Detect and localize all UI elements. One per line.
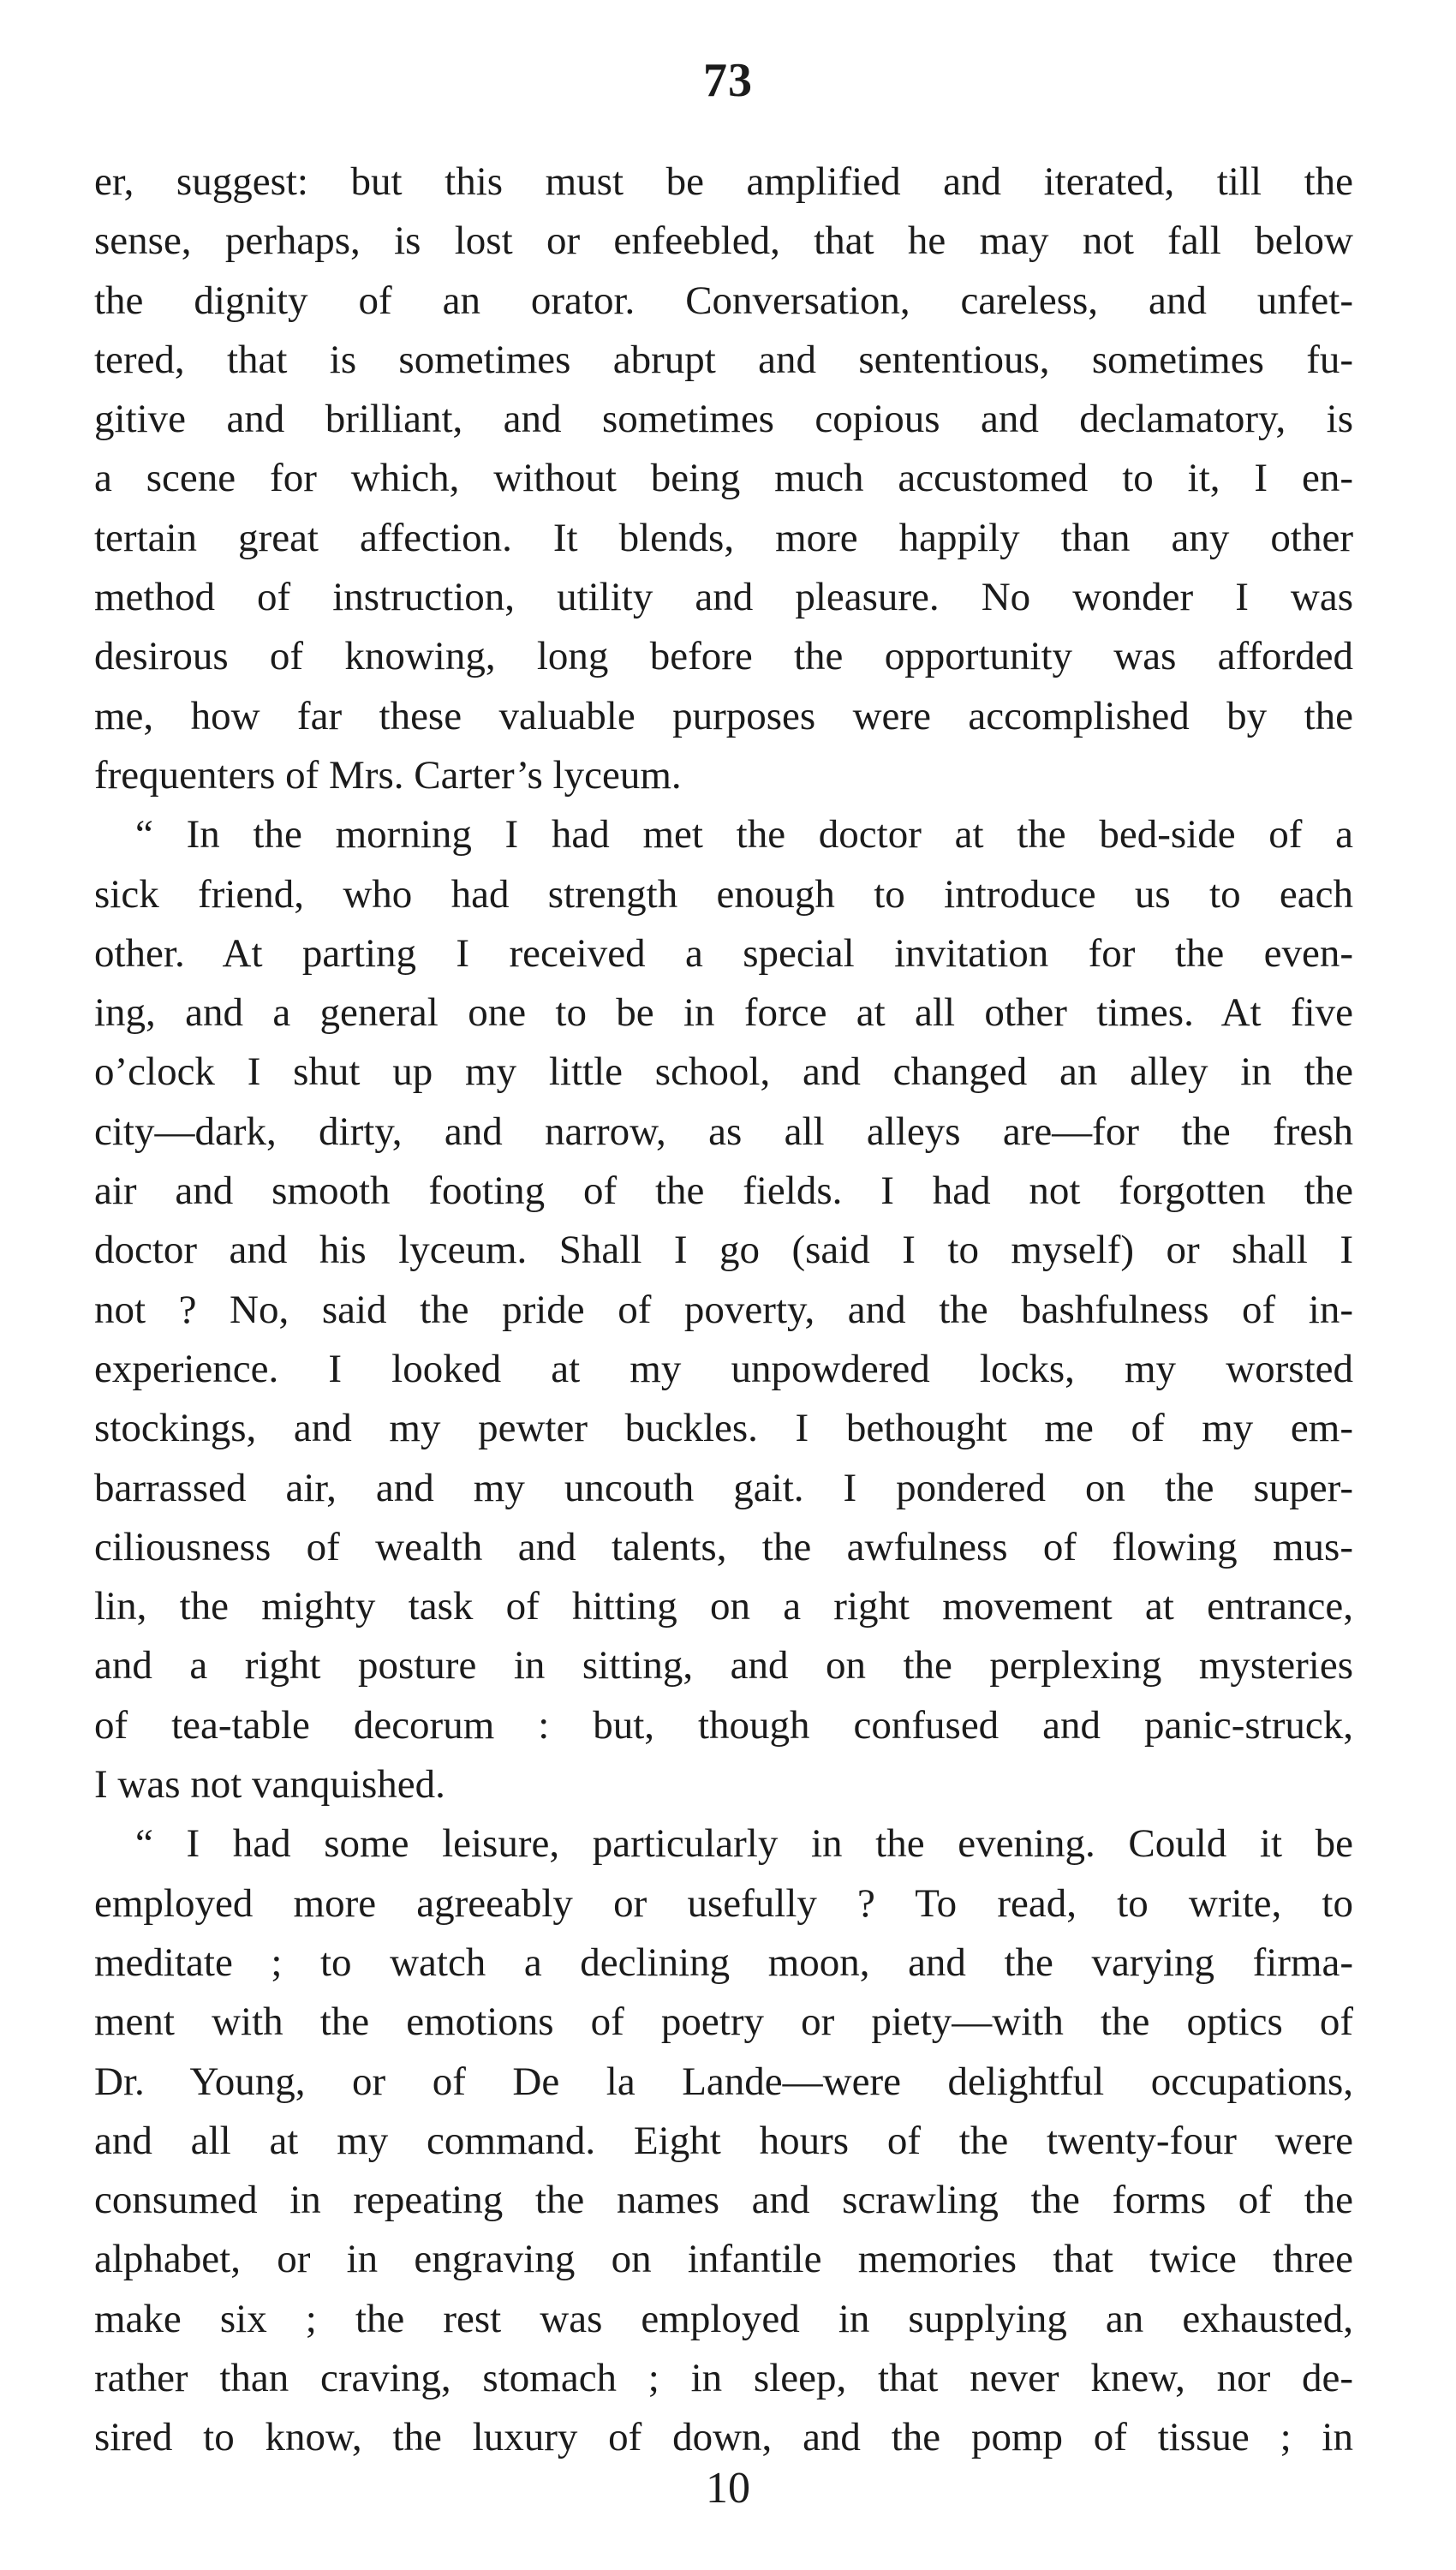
- text-line: the dignity of an orator. Conversation, careless, and unfet-: [94, 278, 1353, 323]
- text-line: and a right posture in sitting, and on the perplexing mysteries: [94, 1643, 1353, 1688]
- text-line: of tea-table decorum : but, though confused and panic-struck,: [94, 1702, 1353, 1748]
- text-line: me, how far these valuable purposes were accomplished by the: [94, 693, 1353, 738]
- text-line: tertain great affection. It blends, more happily than any other: [94, 515, 1353, 560]
- text-line: desirous of knowing, long before the opportunity was afforded: [94, 634, 1353, 679]
- text-line: other. At parting I received a special invitation for the even-: [94, 930, 1353, 976]
- text-line: make six ; the rest was employed in supplying an exhausted,: [94, 2296, 1353, 2341]
- text-line: air and smooth footing of the fields. I had not forgotten the: [94, 1168, 1353, 1214]
- text-line: a scene for which, without being much accustomed to it, I en-: [94, 456, 1353, 501]
- page-number: 73: [703, 54, 753, 107]
- text-line: “ I had some leisure, particularly in the evening. Could it be: [135, 1821, 1353, 1867]
- text-line: I was not vanquished.: [94, 1762, 445, 1808]
- text-line: method of instruction, utility and pleasure. No wonder I was: [94, 575, 1353, 620]
- text-line: employed more agreeably or usefully ? To read, to write, to: [94, 1880, 1353, 1926]
- text-line: and all at my command. Eight hours of the twenty-four were: [94, 2118, 1353, 2163]
- text-line: stockings, and my pewter buckles. I bethought me of my em-: [94, 1406, 1353, 1451]
- text-line: “ In the morning I had met the doctor at the bed-side of a: [135, 812, 1353, 858]
- text-line: sense, perhaps, is lost or enfeebled, that he may not fall below: [94, 218, 1353, 264]
- text-line: meditate ; to watch a declining moon, and the varying firma-: [94, 1939, 1353, 1985]
- text-line: ing, and a general one to be in force at all other times. At five: [94, 990, 1353, 1036]
- text-line: frequenters of Mrs. Carter’s lyceum.: [94, 752, 682, 798]
- body-text: [94, 152, 1353, 2468]
- text-line: alphabet, or in engraving on infantile memories that twice three: [94, 2237, 1353, 2282]
- text-line: rather than craving, stomach ; in sleep, that never knew, nor de-: [94, 2355, 1353, 2400]
- text-line: er, suggest: but this must be amplified and iterated, till the: [94, 159, 1353, 204]
- text-line: barrassed air, and my uncouth gait. I pondered on the super-: [94, 1465, 1353, 1510]
- text-line: sired to know, the luxury of down, and the pomp of tissue ; in: [94, 2415, 1353, 2460]
- text-line: gitive and brilliant, and sometimes copious and declamatory, is: [94, 397, 1353, 442]
- signature-mark: 10: [706, 2464, 750, 2513]
- text-line: not ? No, said the pride of poverty, and the bashfulness of in-: [94, 1287, 1353, 1332]
- text-line: ment with the emotions of poetry or piety—with the optics of: [94, 1999, 1353, 2045]
- text-line: doctor and his lyceum. Shall I go (said I to myself) or shall I: [94, 1228, 1353, 1273]
- text-line: lin, the mighty task of hitting on a right movement at entrance,: [94, 1584, 1353, 1629]
- text-line: o’clock I shut up my little school, and changed an alley in the: [94, 1049, 1353, 1095]
- text-line: ciliousness of wealth and talents, the awfulness of flowing mus-: [94, 1524, 1353, 1569]
- text-line: experience. I looked at my unpowdered locks, my worsted: [94, 1346, 1353, 1391]
- text-line: tered, that is sometimes abrupt and sententious, sometimes fu-: [94, 337, 1353, 382]
- text-line: consumed in repeating the names and scrawling the forms of the: [94, 2178, 1353, 2223]
- text-line: city—dark, dirty, and narrow, as all alleys are—for the fresh: [94, 1109, 1353, 1154]
- text-line: Dr. Young, or of De la Lande—were delightful occupations,: [94, 2059, 1353, 2104]
- text-line: sick friend, who had strength enough to introduce us to each: [94, 871, 1353, 917]
